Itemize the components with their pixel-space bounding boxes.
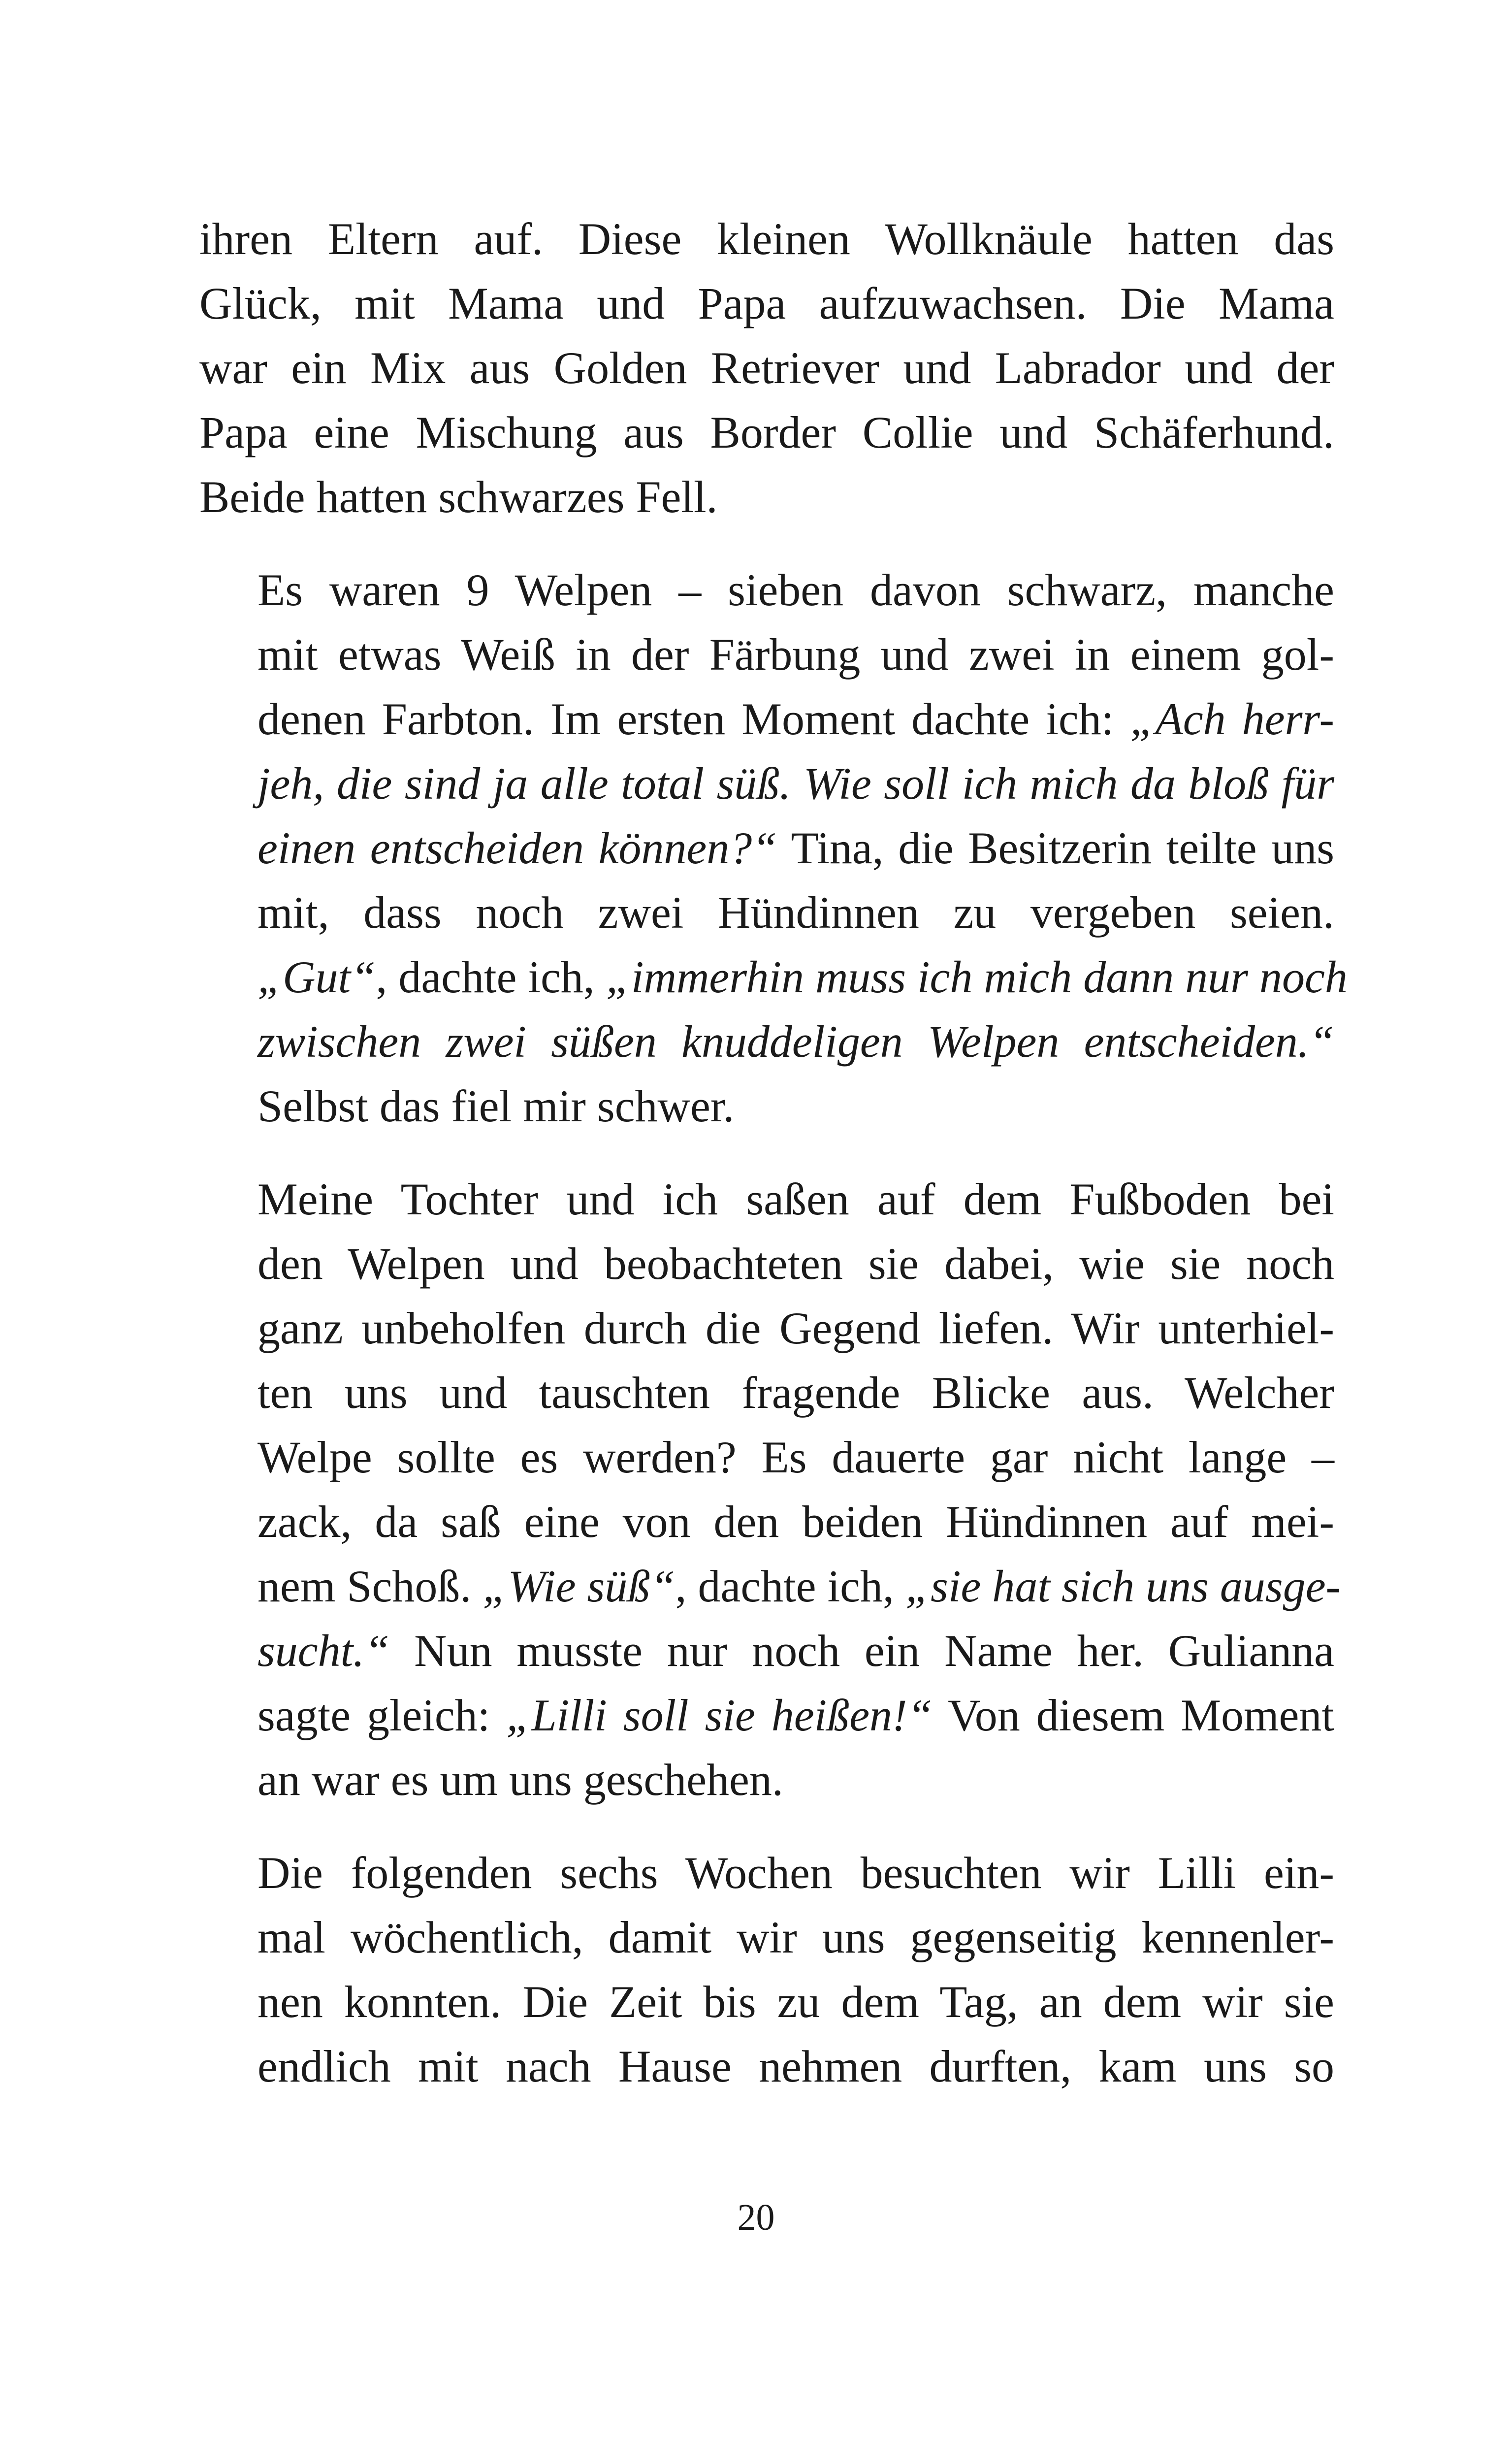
italic-text: sucht.“ xyxy=(257,1626,390,1676)
text-line xyxy=(199,687,1334,751)
italic-text: „immerhin muss ich mich dann nur noch xyxy=(606,952,1348,1002)
text-line xyxy=(199,271,1334,336)
text-line xyxy=(199,558,1334,622)
text-run: endlich mit nach Hause nehmen durften, kam uns so xyxy=(257,2041,1334,2091)
text-line xyxy=(199,1748,1334,1812)
italic-text: einen entscheiden können?“ xyxy=(257,823,777,873)
text-line xyxy=(199,2034,1334,2099)
text-line xyxy=(199,622,1334,687)
text-run: Meine Tochter und ich saßen auf dem Fußboden bei xyxy=(257,1174,1334,1224)
text-line xyxy=(199,1296,1334,1361)
text-line xyxy=(199,1232,1334,1296)
italic-text: „Lilli soll sie heißen!“ xyxy=(506,1690,933,1740)
italic-text: jeh, die sind ja alle total süß. Wie soll ich mich da bloß für xyxy=(257,758,1334,809)
text-run: Tina, die Besitzerin teilte uns xyxy=(777,823,1334,873)
text-line xyxy=(199,1683,1334,1748)
paragraph xyxy=(199,1841,1334,2099)
text-line xyxy=(199,465,1334,529)
italic-text: „Gut“ xyxy=(257,952,376,1002)
text-run: mit, dass noch zwei Hündinnen zu vergeben seien. xyxy=(257,887,1334,938)
text-run: sagte gleich: xyxy=(257,1690,507,1740)
text-run: ten uns und tauschten fragende Blicke aus. Welcher xyxy=(257,1368,1334,1418)
text-line xyxy=(199,1167,1334,1232)
text-line xyxy=(199,880,1334,945)
text-line xyxy=(199,751,1334,816)
text-run: , dachte ich, xyxy=(675,1561,905,1611)
text-line xyxy=(199,207,1334,271)
text-line xyxy=(199,816,1334,880)
text-line xyxy=(199,1425,1334,1490)
italic-text: „Ach herr- xyxy=(1130,694,1334,744)
text-line xyxy=(199,945,1348,1010)
text-run: , dachte ich, xyxy=(376,952,606,1002)
text-run: zack, da saß eine von den beiden Hündinnen auf mei- xyxy=(257,1497,1334,1547)
text-line xyxy=(199,336,1334,400)
body-text xyxy=(199,207,1348,2127)
text-line xyxy=(199,1841,1334,1905)
text-run: Nun musste nur noch ein Name her. Gulianna xyxy=(389,1626,1334,1676)
paragraph xyxy=(199,1167,1341,1812)
text-run: mit etwas Weiß in der Färbung und zwei in einem gol- xyxy=(257,629,1334,680)
text-line xyxy=(199,400,1334,465)
text-line xyxy=(199,1361,1334,1425)
italic-text: „sie hat sich uns ausge- xyxy=(905,1561,1341,1611)
text-line xyxy=(199,1490,1334,1554)
text-run: mal wöchentlich, damit wir uns gegenseitig kennenler- xyxy=(257,1912,1334,1962)
text-run: Von diesem Moment xyxy=(932,1690,1334,1740)
text-line xyxy=(199,1554,1341,1619)
text-run: Selbst das fiel mir schwer. xyxy=(257,1081,735,1131)
paragraph xyxy=(199,558,1348,1139)
text-line xyxy=(199,1970,1334,2034)
text-run: nem Schoß. xyxy=(257,1561,483,1611)
text-run: Es waren 9 Welpen – sieben davon schwarz, manche xyxy=(257,565,1334,615)
text-line xyxy=(199,1619,1334,1683)
text-run: Die folgenden sechs Wochen besuchten wir Lilli ein- xyxy=(257,1848,1334,1898)
text-run: ihren Eltern auf. Diese kleinen Wollknäule hatten das xyxy=(199,214,1334,264)
text-line xyxy=(199,1905,1334,1970)
text-run: den Welpen und beobachteten sie dabei, wie sie noch xyxy=(257,1238,1334,1289)
text-run: ganz unbeholfen durch die Gegend liefen. Wir unterhiel- xyxy=(257,1303,1334,1353)
text-run: Beide hatten schwarzes Fell. xyxy=(199,472,718,522)
italic-text: zwischen zwei süßen knuddeligen Welpen entscheiden.“ xyxy=(257,1016,1334,1067)
text-run: an war es um uns geschehen. xyxy=(257,1755,783,1805)
text-run: Welpe sollte es werden? Es dauerte gar nicht lange – xyxy=(257,1432,1334,1482)
text-line xyxy=(199,1074,1334,1139)
text-run: war ein Mix aus Golden Retriever und Labrador und der xyxy=(199,343,1334,393)
text-run: nen konnten. Die Zeit bis zu dem Tag, an dem wir sie xyxy=(257,1977,1334,2027)
italic-text: „Wie süß“ xyxy=(483,1561,676,1611)
text-run: Papa eine Mischung aus Border Collie und Schäferhund. xyxy=(199,407,1334,457)
text-run: denen Farbton. Im ersten Moment dachte ich: xyxy=(257,694,1130,744)
page-number: 20 xyxy=(737,2197,775,2238)
text-line xyxy=(199,1010,1334,1074)
paragraph xyxy=(199,207,1334,529)
text-run: Glück, mit Mama und Papa aufzuwachsen. Die Mama xyxy=(199,278,1334,328)
